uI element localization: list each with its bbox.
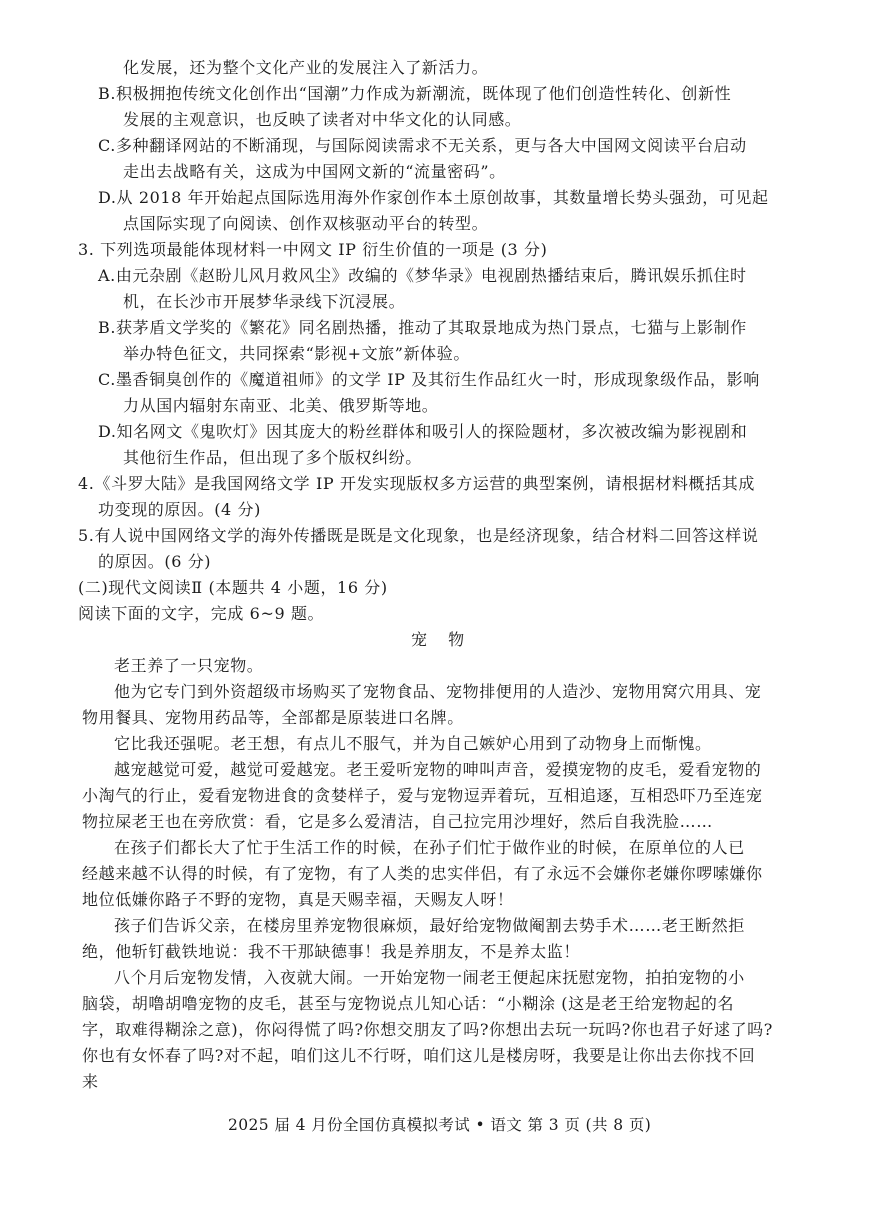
q2-option-d: D.从 2018 年开始起点国际选用海外作家创作本土原创故事，其数量增长势头强劲，可见起: [98, 188, 769, 207]
passage-line: 来: [82, 1072, 99, 1091]
q2-option-a-tail: 化发展，还为整个文化产业的发展注入了新活力。: [123, 58, 489, 77]
passage-line: 地位低嫌你路子不野的宠物，真是天赐幸福，天赐友人呀！: [82, 890, 514, 909]
passage-line: 经越来越不认得的时候，有了宠物，有了人类的忠实伴侣，有了永远不会嫌你老嫌你啰嗦嫌你: [82, 864, 763, 883]
q2-option-d-cont: 点国际实现了向阅读、创作双核驱动平台的转型。: [123, 214, 489, 233]
passage-line: 在孩子们都长大了忙于生活工作的时候，在孙子们忙于做作业的时候，在原单位的人已: [114, 838, 745, 857]
q4-stem-cont: 功变现的原因。(4 分): [98, 500, 261, 519]
passage-line: 你也有女怀春了吗?对不起，咱们这儿不行呀，咱们这儿是楼房呀，我要是让你出去你找不回: [82, 1046, 756, 1065]
q5-stem: 5.有人说中国网络文学的海外传播既是既是文化现象，也是经济现象，结合材料二回答这样说: [78, 526, 759, 545]
q3-option-d-cont: 其他衍生作品，但出现了多个版权纠纷。: [123, 448, 422, 467]
q3-option-b-cont: 举办特色征文，共同探索“影视+文旅”新体验。: [123, 344, 470, 363]
q3-option-c-cont: 力从国内辐射东南亚、北美、俄罗斯等地。: [123, 396, 439, 415]
q3-option-a: A.由元杂剧《赵盼儿风月救风尘》改编的《梦华录》电视剧热播结束后，腾讯娱乐抓住时: [98, 266, 747, 285]
passage-line: 他为它专门到外资超级市场购买了宠物食品、宠物排便用的人造沙、宠物用窝穴用具、宠: [114, 682, 762, 701]
q3-option-d: D.知名网文《鬼吹灯》因其庞大的粉丝群体和吸引人的探险题材，多次被改编为影视剧和: [98, 422, 748, 441]
section-heading: (二)现代文阅读Ⅱ (本题共 4 小题，16 分): [78, 578, 388, 597]
passage-line: 小淘气的行止，爱看宠物进食的贪婪样子，爱与宠物逗弄着玩，互相追逐，互相恐吓乃至连宠: [82, 786, 763, 805]
q2-option-c-cont: 走出去战略有关，这成为中国网文新的“流量密码”。: [123, 162, 506, 181]
passage-line: 老王养了一只宠物。: [114, 656, 264, 675]
passage-line: 绝，他斩钉截铁地说：我不干那缺德事！我是养朋友，不是养太监！: [82, 942, 581, 961]
q4-stem: 4.《斗罗大陆》是我国网络文学 IP 开发实现版权多方运营的典型案例，请根据材料概括其成: [78, 474, 755, 493]
q5-stem-cont: 的原因。(6 分): [98, 552, 212, 571]
passage-line: 物用餐具、宠物用药品等，全部都是原装进口名牌。: [82, 708, 464, 727]
q3-stem: 3. 下列选项最能体现材料一中网文 IP 衍生价值的一项是 (3 分): [78, 240, 548, 259]
q3-option-b: B.获茅盾文学奖的《繁花》同名剧热播，推动了其取景地成为热门景点，七猫与上影制作: [98, 318, 747, 337]
passage-line: 脑袋，胡噜胡噜宠物的皮毛，甚至与宠物说点儿知心话：“小糊涂 (这是老王给宠物起的名: [82, 994, 735, 1013]
q2-option-b: B.积极拥抱传统文化创作出“国潮”力作成为新潮流，既体现了他们创造性转化、创新性: [98, 84, 732, 103]
passage-line: 物拉屎老王也在旁欣赏：看，它是多么爱清洁，自己拉完用沙埋好，然后自我洗脸……: [82, 812, 713, 831]
passage-line: 它比我还强呢。老王想，有点儿不服气，并为自己嫉妒心用到了动物身上而惭愧。: [114, 734, 712, 753]
passage-line: 孩子们告诉父亲，在楼房里养宠物很麻烦，最好给宠物做阉割去势手术……老王断然拒: [114, 916, 745, 935]
q3-option-a-cont: 机，在长沙市开展梦华录线下沉浸展。: [123, 292, 406, 311]
passage-line: 越宠越觉可爱，越觉可爱越宠。老王爱听宠物的呻叫声音，爱摸宠物的皮毛，爱看宠物的: [114, 760, 762, 779]
q3-option-c: C.墨香铜臭创作的《魔道祖师》的文学 IP 及其衍生作品红火一时，形成现象级作品，影响: [98, 370, 760, 389]
passage-line: 字，取难得糊涂之意)，你闷得慌了吗?你想交朋友了吗?你想出去玩一玩吗?你也君子好逑了吗?: [82, 1020, 773, 1039]
passage-line: 八个月后宠物发情，入夜就大闹。一开始宠物一闹老王便起床抚慰宠物，拍拍宠物的小: [114, 968, 745, 987]
q2-option-b-cont: 发展的主观意识，也反映了读者对中华文化的认同感。: [123, 110, 522, 129]
page-footer: 2025 届 4 月份全国仿真模拟考试 • 语文 第 3 页 (共 8 页): [228, 1116, 652, 1134]
passage-title: 宠 物: [411, 630, 473, 649]
section-instruction: 阅读下面的文字，完成 6~9 题。: [78, 604, 325, 623]
q2-option-c: C.多种翻译网站的不断涌现，与国际阅读需求不无关系，更与各大中国网文阅读平台启动: [98, 136, 747, 155]
